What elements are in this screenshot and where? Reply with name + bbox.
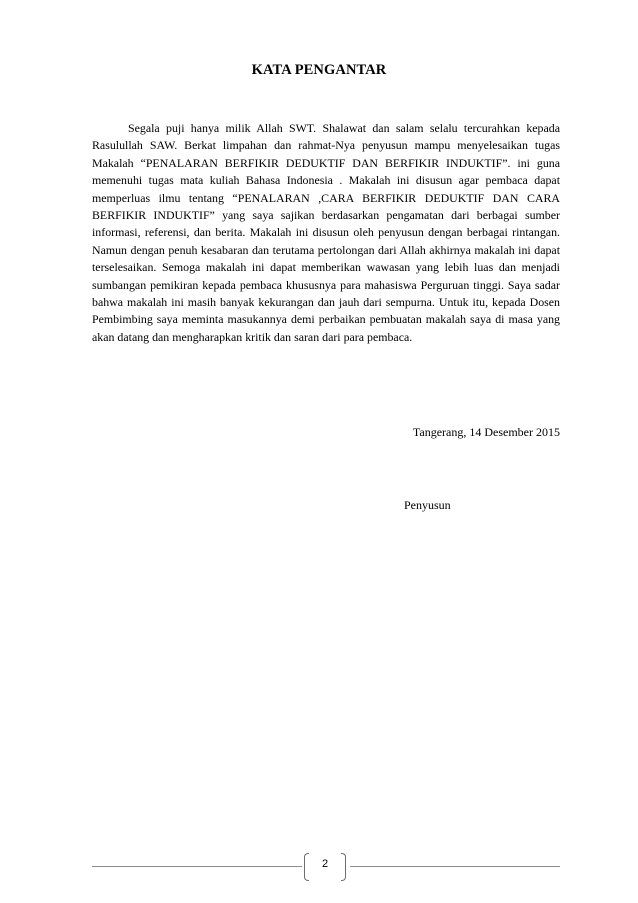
page-number-bracket-right xyxy=(341,853,346,881)
page-title: KATA PENGANTAR xyxy=(251,62,387,78)
footer-divider-left xyxy=(92,866,302,867)
footer-divider-right xyxy=(350,866,560,867)
preface-paragraph: Segala puji hanya milik Allah SWT. Shalawat dan salam selalu tercurahkan kepada Rasulullah SAW. Berkat limpahan dan rahmat-Nya penyusun mampu menyelesaikan tugas Makalah “PENALARAN BERFIKIR DEDUKTIF DAN BERFIKIR INDUKTIF”. ini guna memenuhi tugas mata kuliah Bahasa Indonesia . Makalah ini disusun agar pembaca dapat memperluas ilmu tentang “PENALARAN ,CARA BERFIKIR DEDUKTIF DAN CARA BERFIKIR INDUKTIF” yang saya sajikan berdasarkan pengamatan dari berbagai sumber informasi, referensi, dan berita. Makalah ini disusun oleh penyusun dengan berbagai rintangan. Namun dengan penuh kesabaran dan terutama pertolongan dari Allah akhirnya makalah ini dapat terselesaikan. Semoga makalah ini dapat memberikan wawasan yang lebih luas dan menjadi sumbangan pemikiran kepada pembaca khususnya para mahasiswa Perguruan tinggi. Saya sadar bahwa makalah ini masih banyak kekurangan dan jauh dari sempurna. Untuk itu, kepada Dosen Pembimbing saya meminta masukannya demi perbaikan pembuatan makalah saya di masa yang akan datang dan mengharapkan kritik dan saran dari para pembaca. xyxy=(92,121,560,344)
place-date: Tangerang, 14 Desember 2015 xyxy=(412,425,560,439)
signer-name: Penyusun xyxy=(404,498,451,512)
page-number: 2 xyxy=(321,858,329,870)
page-number-bracket-left xyxy=(304,853,309,881)
